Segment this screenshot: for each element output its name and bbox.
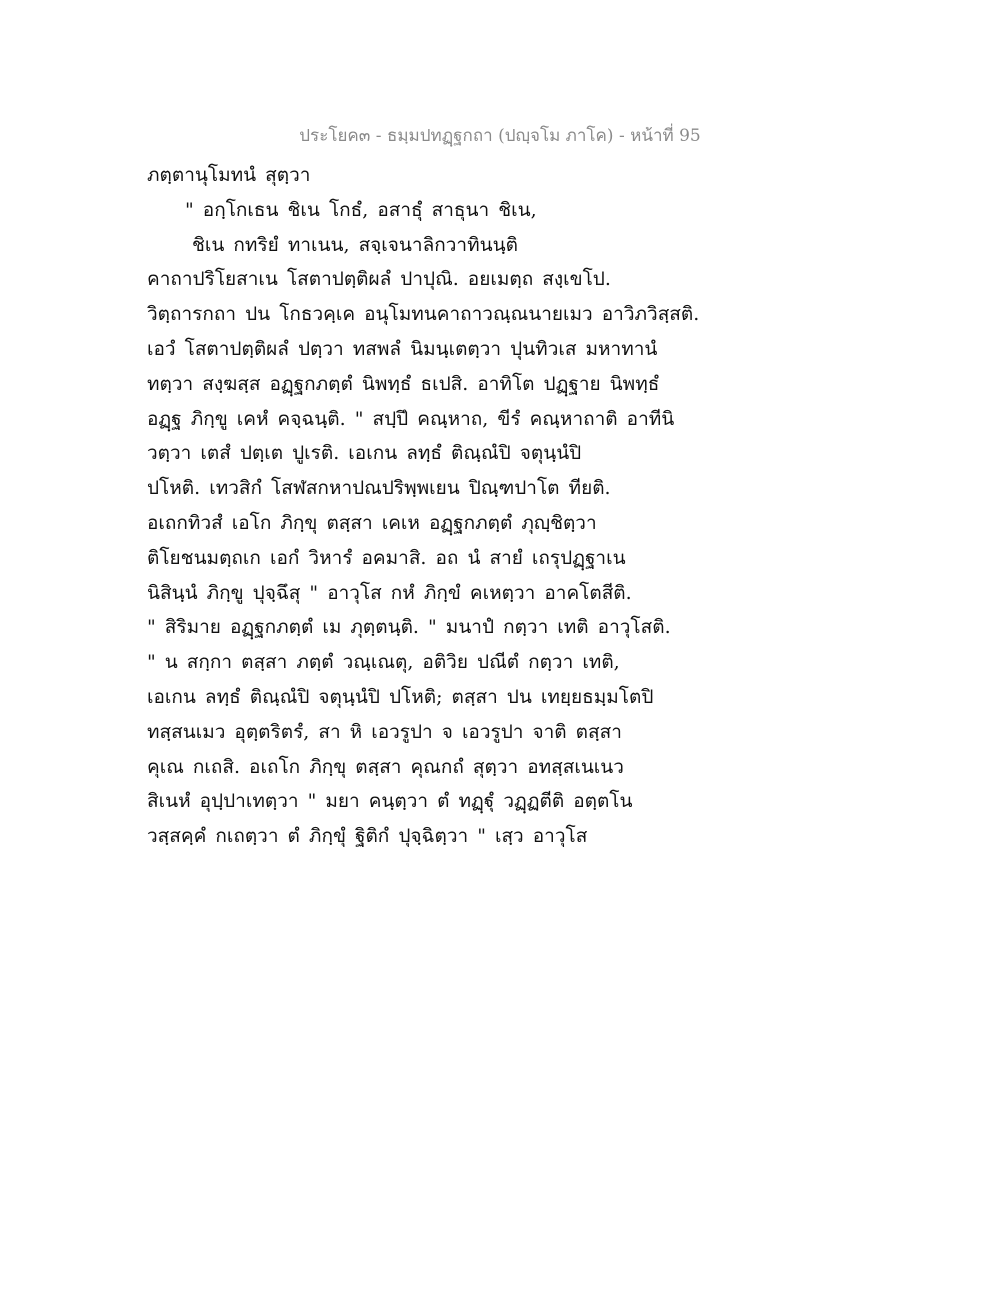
text-line: นิสินฺนํ ภิกฺขู ปุจฺฉึสุ " อาวุโส กหํ ภิกฺขํ คเหตฺวา อาคโตสีติ. [147,581,632,604]
text-line: คุเณ กเถสิ. อเถโก ภิกฺขุ ตสฺสา คุณกถํ สุตฺวา อทสฺสเนเนว [147,755,624,778]
text-line: เอวํ โสตาปตฺติผลํ ปตฺวา ทสพลํ นิมนฺเตตฺวา ปุนทิวเส มหาทานํ [147,337,658,360]
text-line: สิเนหํ อุปฺปาเทตฺวา " มยา คนฺตฺวา ตํ ทฏฺฐุํ วฏฺฏตีติ อตฺตโน [147,790,633,813]
text-line: วตฺวา เตสํ ปตฺเต ปูเรติ. เอเกน ลทฺธํ ติณฺณํปิ จตุนฺนํปิ [147,442,582,465]
text-line: ทสฺสนเมว อุตฺตริตรํ, สา หิ เอวรูปา จ เอวรูปา จาติ ตสฺสา [147,720,622,743]
verse-line: ชิเน กทริยํ ทาเนน, สจฺเจนาลิกวาทินนฺติ [192,233,518,256]
body-text [147,158,867,854]
text-line: ภตฺตานุโมทนํ สุตฺวา [147,164,311,186]
verse-line: " อกฺโกเธน ชิเน โกธํ, อสาธุํ สาธุนา ชิเน, [185,198,537,221]
text-line: " สิริมาย อฏฺฐกภตฺตํ เม ภุตฺตนฺติ. " มนาปํ กตฺวา เทติ อาวุโสติ. [147,616,671,639]
text-line: ติโยชนมตฺถเก เอกํ วิหารํ อคมาสิ. อถ นํ สายํ เถรุปฏฺฐาเน [147,546,626,569]
text-line: ปโหติ. เทวสิกํ โสฬสกหาปณปริพฺพเยน ปิณฺฑปาโต ทียติ. [147,477,611,500]
text-line: อฏฺฐ ภิกฺขู เคหํ คจฺฉนฺติ. " สปฺปึ คณฺหาถ, ขีรํ คณฺหาถาติ อาทีนิ [147,407,675,430]
text-line: ทตฺวา สงฺฆสฺส อฏฺฐกภตฺตํ นิพทฺธํ ธเปสิ. อาทิโต ปฏฺฐาย นิพทฺธํ [147,372,660,395]
text-line: วิตฺถารกถา ปน โกธวคฺเค อนุโมทนคาถาวณฺณนายเมว อาวิภวิสฺสติ. [147,303,700,326]
text-line: อเถกทิวสํ เอโก ภิกฺขุ ตสฺสา เคเห อฏฺฐกภตฺตํ ภุญฺชิตฺวา [147,511,597,534]
text-line: คาถาปริโยสาเน โสตาปตฺติผลํ ปาปุณิ. อยเมตฺถ สงฺเขโป. [147,268,611,291]
text-line: เอเกน ลทฺธํ ติณฺณํปิ จตุนฺนํปิ ปโหติ; ตสฺสา ปน เทยฺยธมฺมโตปิ [147,685,654,708]
text-line: " น สกฺกา ตสฺสา ภตฺตํ วณฺเณตุ, อติวิย ปณีตํ กตฺวา เทติ, [147,651,620,674]
text-line: วสฺสคฺคํ กเถตฺวา ตํ ภิกฺขุํ ฐิติกํ ปุจฺฉิตฺวา " เสฺว อาวุโส [147,825,588,848]
running-header: ประโยค๓ - ธมฺมปทฏฺฐกถา (ปญฺจโม ภาโค) - หน้าที่ 95 [299,126,701,146]
